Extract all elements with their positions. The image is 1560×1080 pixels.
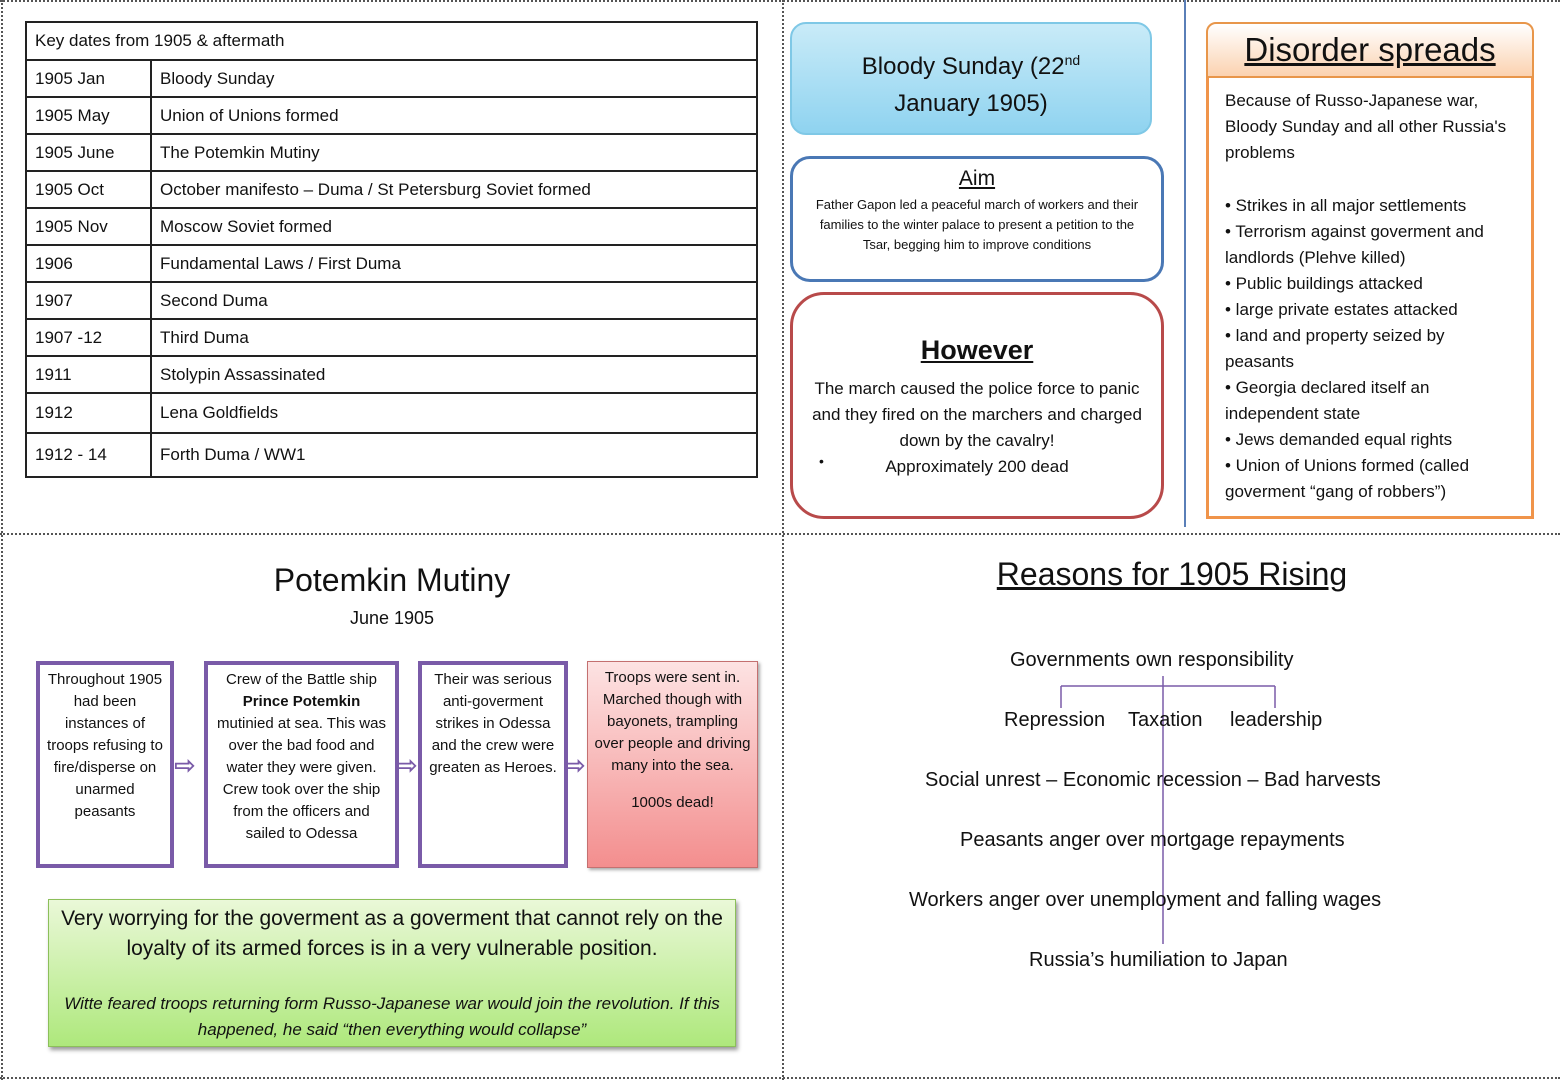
row-year: 1906	[26, 245, 151, 282]
row-year: 1907 -12	[26, 319, 151, 356]
table-row	[26, 97, 757, 134]
bullet-icon: •	[819, 453, 824, 469]
potemkin-subtitle: June 1905	[349, 608, 435, 628]
reason-taxation: Taxation	[1128, 709, 1203, 731]
table-row	[26, 245, 757, 282]
however-text: The march caused the police force to panic and they fired on the marchers and charged down by the cavalry!	[812, 379, 1142, 450]
reasons-title: Reasons for 1905 Rising	[996, 556, 1348, 592]
reason-leadership: leadership	[1230, 709, 1323, 731]
list-item: • Strikes in all major settlements	[1225, 196, 1467, 215]
bloody-sunday-title	[790, 22, 1152, 135]
however-box	[790, 292, 1164, 519]
table-row	[26, 393, 757, 433]
disorder-intro: Because of Russo-Japanese war, Bloody Sunday and all other Russia's problems	[1225, 91, 1507, 162]
disorder-body	[1206, 78, 1534, 519]
row-year: 1905 Oct	[26, 171, 151, 208]
reason-government: Governments own responsibility	[1010, 649, 1294, 671]
arrow-right-icon: ⇨	[564, 750, 586, 780]
list-item: • Terrorism against goverment and landlords (Plehve killed)	[1225, 222, 1484, 267]
aim-box	[790, 156, 1164, 282]
bloody-sunday-title-sup: nd	[1064, 52, 1081, 68]
row-event: Lena Goldfields	[151, 393, 757, 433]
list-item: • land and property seized by peasants	[1225, 326, 1445, 371]
aim-text: Father Gapon led a peaceful march of workers and their families to the winter palace to present a petition to the Tsar, begging him to improve conditions	[815, 197, 1139, 252]
table-row	[26, 433, 757, 477]
list-item: • Union of Unions formed (called goverment “gang of robbers”)	[1225, 456, 1470, 501]
row-event: Second Duma	[151, 282, 757, 319]
row-year: 1911	[26, 356, 151, 393]
arrow-right-icon: ⇨	[174, 750, 196, 780]
row-year: 1905 Nov	[26, 208, 151, 245]
bloody-sunday-title-line1: Bloody Sunday (22	[861, 53, 1065, 80]
reason-japan: Russia’s humiliation to Japan	[1029, 949, 1288, 971]
table-row	[26, 60, 757, 97]
row-event: Stolypin Assassinated	[151, 356, 757, 393]
arrow-right-icon: ⇨	[396, 750, 418, 780]
row-event: Bloody Sunday	[151, 60, 757, 97]
row-event: Union of Unions formed	[151, 97, 757, 134]
potemkin-note	[48, 899, 736, 1047]
key-dates-title: Key dates from 1905 & aftermath	[26, 22, 757, 60]
row-event: Fundamental Laws / First Duma	[151, 245, 757, 282]
reason-peasants: Peasants anger over mortgage repayments	[960, 829, 1345, 851]
table-row	[26, 208, 757, 245]
list-item: • Public buildings attacked	[1225, 274, 1423, 293]
bloody-sunday-title-line2: January 1905)	[894, 90, 1048, 117]
step-2-text-b: mutinied at sea. This was over the bad food and water they were given. Crew took over the ship from the officers and sailed to Odessa	[217, 715, 386, 842]
list-item: • Georgia declared itself an independent state	[1225, 378, 1430, 423]
row-year: 1912 - 14	[26, 433, 151, 477]
row-event: Forth Duma / WW1	[151, 433, 757, 477]
table-row	[26, 282, 757, 319]
potemkin-step-4	[587, 661, 758, 868]
top-border	[0, 0, 1560, 2]
note-main: Very worrying for the goverment as a goverment that cannot rely on the loyalty of its armed forces is in a very vulnerable position.	[61, 907, 723, 960]
step-2-text-a: Crew of the Battle ship	[226, 671, 377, 688]
potemkin-step-2	[204, 661, 399, 868]
reason-social: Social unrest – Economic recession – Bad harvests	[925, 769, 1381, 791]
table-row	[26, 171, 757, 208]
list-item: • large private estates attacked	[1225, 300, 1458, 319]
step-4-dead: 1000s dead!	[631, 794, 714, 811]
table-row	[26, 319, 757, 356]
table-row	[26, 134, 757, 171]
disorder-title: Disorder spreads	[1206, 22, 1534, 78]
row-event: Third Duma	[151, 319, 757, 356]
step-2-ship-name: Prince Potemkin	[242, 693, 361, 710]
list-item: • Jews demanded equal rights	[1225, 430, 1453, 449]
row-event: Moscow Soviet formed	[151, 208, 757, 245]
however-title: However	[920, 335, 1034, 365]
potemkin-step-1: Throughout 1905 had been instances of troops refusing to fire/disperse on unarmed peasants	[36, 661, 174, 868]
row-year: 1905 June	[26, 134, 151, 171]
bottom-border	[0, 1077, 1560, 1079]
potemkin-step-3: Their was serious anti-goverment strikes in Odessa and the crew were greaten as Heroes.	[418, 661, 568, 868]
row-event: The Potemkin Mutiny	[151, 134, 757, 171]
key-dates-table	[25, 21, 758, 478]
aim-title: Aim	[958, 167, 996, 190]
reason-workers: Workers anger over unemployment and falling wages	[909, 889, 1382, 911]
row-year: 1905 Jan	[26, 60, 151, 97]
row-year: 1912	[26, 393, 151, 433]
blue-divider	[1184, 0, 1186, 527]
step-4-text: Troops were sent in. Marched though with bayonets, trampling over people and driving many into the sea.	[594, 669, 751, 774]
row-year: 1907	[26, 282, 151, 319]
reason-repression: Repression	[1004, 709, 1106, 731]
potemkin-title: Potemkin Mutiny	[273, 562, 511, 598]
row-event: October manifesto – Duma / St Petersburg Soviet formed	[151, 171, 757, 208]
however-dead: Approximately 200 dead	[885, 457, 1069, 476]
table-row	[26, 356, 757, 393]
row-year: 1905 May	[26, 97, 151, 134]
horizontal-divider	[0, 533, 1560, 535]
note-witte: Witte feared troops returning form Russo-Japanese war would join the revolution. If this happened, he said “then everything would collapse”	[64, 994, 720, 1039]
left-border	[1, 0, 3, 1080]
